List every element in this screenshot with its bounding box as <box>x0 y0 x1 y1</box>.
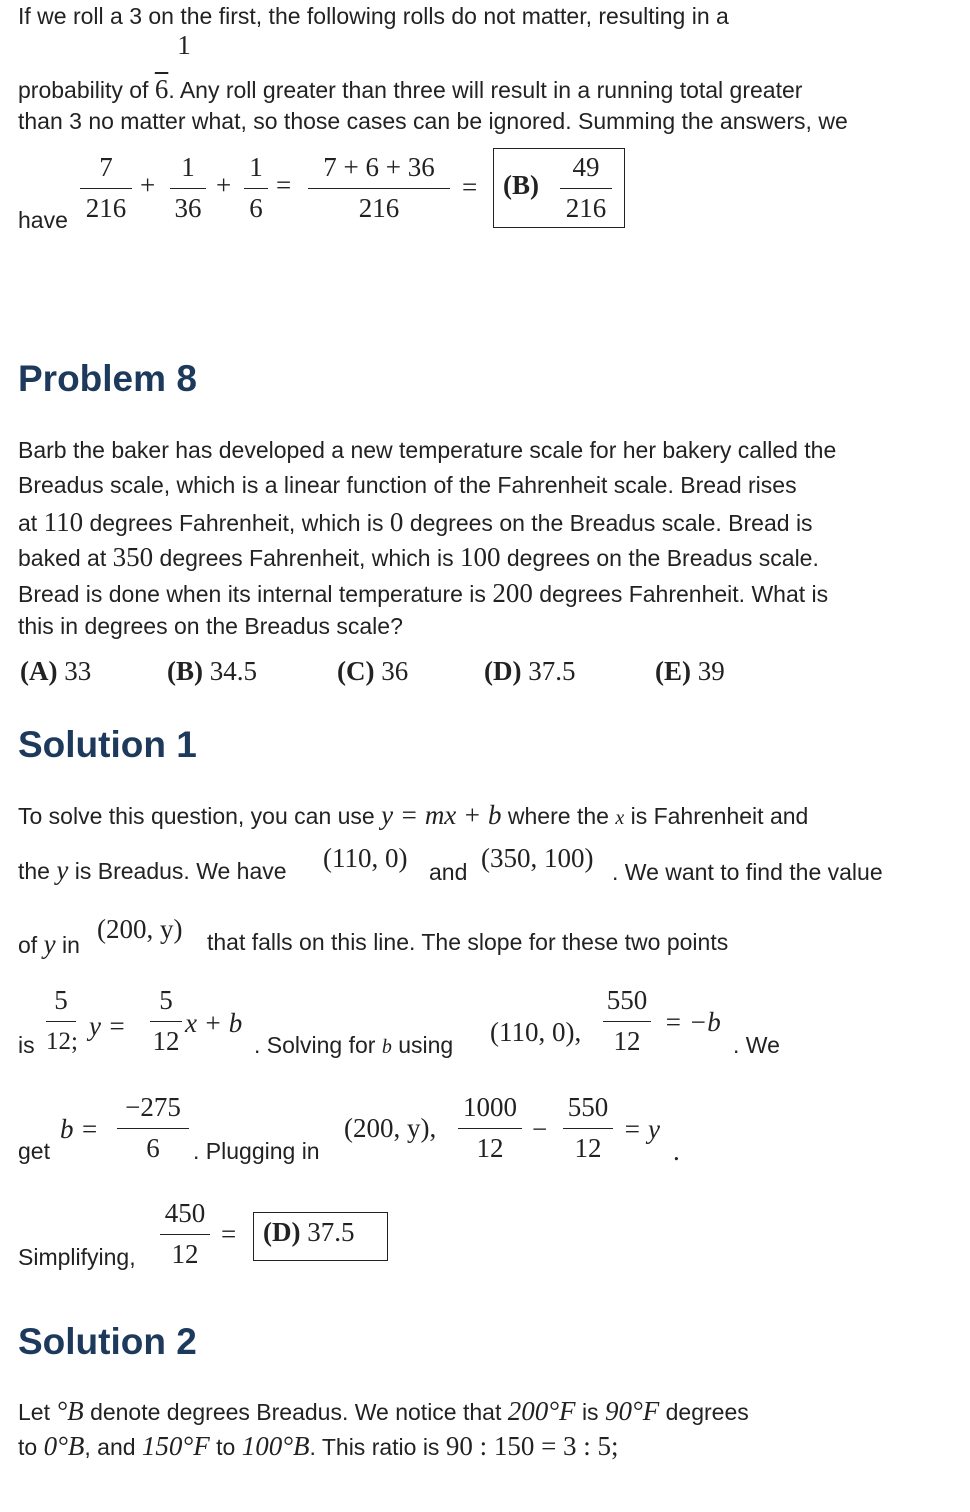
is-text: is <box>18 1032 35 1058</box>
fraction-7-216: 7 216 <box>80 150 132 225</box>
simplifying-text: Simplifying, <box>18 1244 136 1270</box>
solution-1-line-3: of y in <box>18 929 80 959</box>
get-text: get <box>18 1138 50 1164</box>
intro-line-2: probability of 6. Any roll greater than three will result in a running total greater <box>18 74 803 104</box>
equals-sign: = <box>221 1219 237 1249</box>
fraction-550-12-b: 550 12 <box>563 1090 613 1165</box>
problem-line-2: Breadus scale, which is a linear function of the Fahrenheit scale. Bread rises <box>18 472 797 498</box>
fraction-1000-12: 1000 12 <box>458 1090 522 1165</box>
solution-2-line-2: to 0°B, and 150°F to 100°B. This ratio is 90 : 150 = 3 : 5; <box>18 1431 619 1461</box>
point-350-100: (350, 100) <box>481 843 594 873</box>
solution-1-title: Solution 1 <box>18 724 197 765</box>
solving-for: . Solving for b using <box>254 1032 454 1058</box>
intro-have: have <box>18 207 68 233</box>
intro-line-1: If we roll a 3 on the first, the following rolls do not matter, resulting in a <box>18 3 729 29</box>
fraction-450-12: 450 12 <box>160 1196 210 1271</box>
problem-line-5: Bread is done when its internal temperature is 200 degrees Fahrenheit. What is <box>18 578 829 608</box>
choice-c: (C) 36 <box>337 656 409 686</box>
choice-b: (B) 34.5 <box>167 656 257 686</box>
choice-a: (A) 33 <box>20 656 92 686</box>
plus-sign: + <box>216 170 232 200</box>
choice-d: (D) 37.5 <box>484 656 576 686</box>
equals-y: = y <box>623 1114 660 1144</box>
point-200-y: (200, y) <box>97 914 183 944</box>
period: . <box>673 1136 680 1166</box>
problem-title: Problem 8 <box>18 358 197 399</box>
point-110-0-b: (110, 0), <box>490 1017 582 1047</box>
point-110-0: (110, 0) <box>323 843 408 873</box>
fraction-49-216: 49 216 <box>560 150 612 225</box>
solution-2-line-1: Let °B denote degrees Breadus. We notice that 200°F is 90°F degrees <box>18 1396 749 1426</box>
solution-1-line-3-end: that falls on this line. The slope for these two points <box>207 929 729 955</box>
fraction-one-sixth: 1 <box>177 30 191 60</box>
and-text: and <box>429 859 468 885</box>
equals-sign: = <box>462 172 478 202</box>
fraction-1-36: 1 36 <box>170 150 206 225</box>
x-plus-b: x + b <box>185 1008 243 1038</box>
equals-neg-b: = −b <box>664 1007 721 1037</box>
y-equals: y = <box>89 1011 126 1041</box>
fraction-5-12: 5 12 <box>150 983 182 1058</box>
problem-line-1: Barb the baker has developed a new temperature scale for her bakery called the <box>18 437 837 463</box>
solution-1-line-2-end: . We want to find the value <box>612 859 883 885</box>
intro-line-3: than 3 no matter what, so those cases can be ignored. Summing the answers, we <box>18 108 848 134</box>
fraction-550-12: 550 12 <box>603 983 651 1058</box>
we-text: . We <box>733 1032 780 1058</box>
choice-e: (E) 39 <box>655 656 725 686</box>
solution-1-line-2: the y is Breadus. We have <box>18 855 287 885</box>
solution-1-line-1: To solve this question, you can use y = mx + b where the x is Fahrenheit and <box>18 800 809 830</box>
solution-2-title: Solution 2 <box>18 1321 197 1362</box>
b-equals: b = <box>60 1114 99 1144</box>
equals-sign: = <box>276 170 292 200</box>
slope-fraction: 5 <box>46 983 76 1024</box>
fraction-sum-216: 7 + 6 + 36 216 <box>308 150 450 225</box>
fraction-1-6: 1 6 <box>244 150 268 225</box>
answer-label: (B) <box>503 170 539 200</box>
plugging-in: . Plugging in <box>193 1138 320 1164</box>
final-answer: (D) 37.5 <box>263 1217 355 1247</box>
minus-sign: − <box>532 1114 548 1144</box>
plus-sign: + <box>140 170 156 200</box>
problem-line-4: baked at 350 degrees Fahrenheit, which is 100 degrees on the Breadus scale. <box>18 542 819 572</box>
problem-line-6: this in degrees on the Breadus scale? <box>18 613 403 639</box>
problem-line-3: at 110 degrees Fahrenheit, which is 0 degrees on the Breadus scale. Bread is <box>18 507 813 537</box>
slope-denominator: 12; <box>46 1028 78 1055</box>
fraction-neg275-6: −275 6 <box>117 1090 189 1165</box>
point-200-y-b: (200, y), <box>344 1113 437 1143</box>
